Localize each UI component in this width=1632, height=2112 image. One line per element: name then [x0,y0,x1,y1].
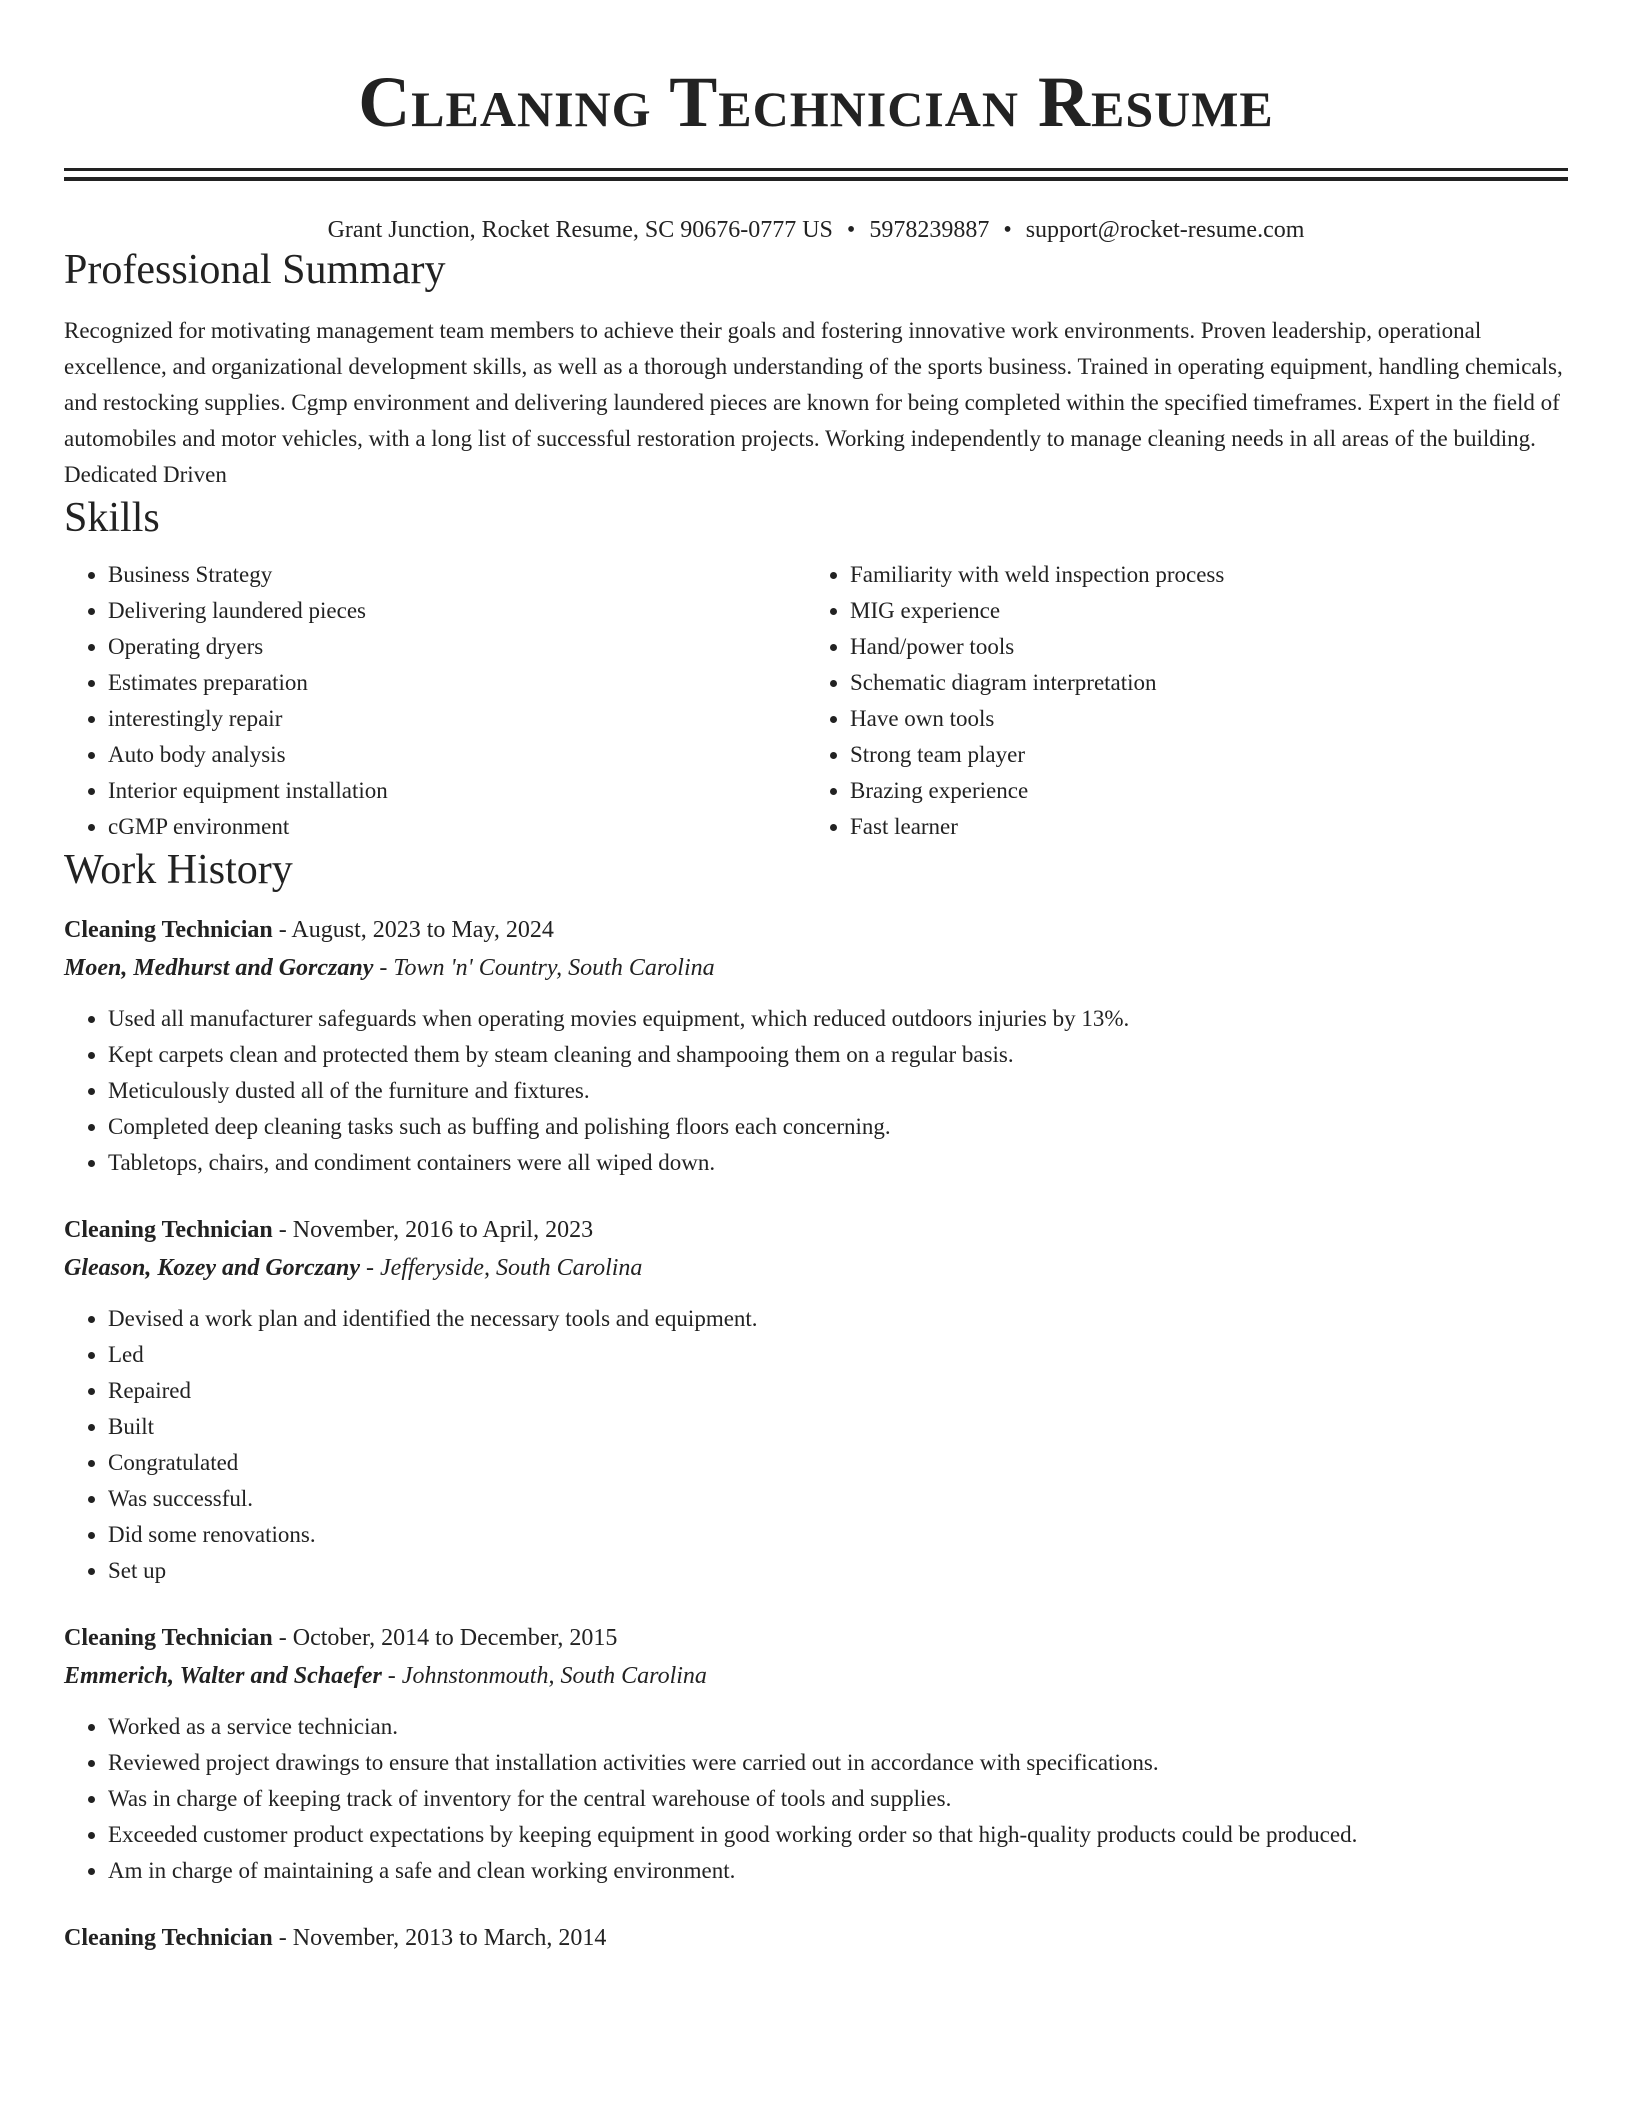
job-title: Cleaning Technician [64,1925,273,1951]
skills-list-right [806,557,1548,845]
job-bullet: • Set up [108,1553,1568,1589]
job-bullet: • Worked as a service technician. [108,1709,1568,1745]
job-header [64,1919,1568,1957]
job-bullets [64,1709,1568,1889]
job-header [64,1211,1568,1249]
job-title: Cleaning Technician [64,1217,273,1243]
job-bullet: • Was in charge of keeping track of inventory for the central warehouse of tools and supplies. [108,1781,1568,1817]
job-bullet: • Reviewed project drawings to ensure that installation activities were carried out in accordance with specifications. [108,1745,1568,1781]
job-header [64,1619,1568,1657]
job-location: Johnstonmouth, South Carolina [401,1663,707,1689]
job-bullet: • Am in charge of maintaining a safe and clean working environment. [108,1853,1568,1889]
skill-item: • Fast learner [850,809,1548,845]
skill-item: • Have own tools [850,701,1548,737]
job-title: Cleaning Technician [64,917,273,943]
skill-item: • Schematic diagram interpretation [850,665,1548,701]
job-bullet: • Completed deep cleaning tasks such as buffing and polishing floors each concerning. [108,1109,1568,1145]
job-location: Jefferyside, South Carolina [380,1255,643,1281]
contact-line [64,215,1568,245]
job-dash: - [278,1925,287,1951]
job-bullet: • Devised a work plan and identified the necessary tools and equipment. [108,1301,1568,1337]
job-company: Emmerich, Walter and Schaefer [64,1663,382,1689]
skill-item: • Familiarity with weld inspection process [850,557,1548,593]
job-company-line [64,1249,1568,1287]
skill-item: • Business Strategy [108,557,806,593]
skill-item: • Strong team player [850,737,1548,773]
skill-item: • Hand/power tools [850,629,1548,665]
skill-item: • MIG experience [850,593,1548,629]
job-entry [64,1919,1568,1957]
job-bullet: • Led [108,1337,1568,1373]
job-company: Gleason, Kozey and Gorczany [64,1255,361,1281]
job-bullet: • Exceeded customer product expectations by keeping equipment in good working order so that high-quality products could be produced. [108,1817,1568,1853]
skill-item: • Interior equipment installation [108,773,806,809]
title-rule-top [64,168,1568,171]
job-bullet: • Built [108,1409,1568,1445]
work-history-heading: Work History [64,847,293,893]
job-bullet: • Repaired [108,1373,1568,1409]
skill-item: • Auto body analysis [108,737,806,773]
job-bullets [64,1301,1568,1589]
title-rule-bottom [64,177,1568,181]
job-bullet: • Used all manufacturer safeguards when operating movies equipment, which reduced outdoors injuries by 13%. [108,1001,1568,1037]
summary-text: Recognized for motivating management team members to achieve their goals and fostering innovative work environments. Proven leadership, operational excellence, and organizational development skills, as well as a thorough understanding of the sports business. Trained in operating equipment, handling chemicals, and restocking supplies. Cgmp environment and delivering laundered pieces are known for being completed within the specified timeframes. Expert in the field of automobiles and motor vehicles, with a long list of successful restoration projects. Working independently to manage cleaning needs in all areas of the building. Dedicated Driven [64,318,1563,487]
job-dates: August, 2023 to May, 2024 [291,917,554,943]
job-dates: October, 2014 to December, 2015 [292,1625,618,1651]
contact-address: Grant Junction, Rocket Resume, SC 90676-0777 US [327,217,833,243]
job-dates: November, 2016 to April, 2023 [292,1217,594,1243]
job-dash: - [379,955,388,981]
skills-list-left [64,557,806,845]
job-entry [64,1619,1568,1889]
job-bullets [64,1001,1568,1181]
skill-item: • Delivering laundered pieces [108,593,806,629]
contact-email: support@rocket-resume.com [1025,217,1305,243]
job-dash: - [366,1255,375,1281]
job-bullet: • Did some renovations. [108,1517,1568,1553]
job-company-line [64,1657,1568,1695]
skill-item: • Brazing experience [850,773,1548,809]
job-entry [64,1211,1568,1589]
job-location: Town 'n' Country, South Carolina [393,955,715,981]
job-dash: - [278,1625,287,1651]
job-bullet: • Was successful. [108,1481,1568,1517]
job-bullet: • Kept carpets clean and protected them by steam cleaning and shampooing them on a regular basis. [108,1037,1568,1073]
contact-separator: • [1003,217,1012,243]
job-company: Moen, Medhurst and Gorczany [64,955,374,981]
job-header [64,911,1568,949]
skills-heading: Skills [64,495,160,541]
job-bullet: • Tabletops, chairs, and condiment containers were all wiped down. [108,1145,1568,1181]
contact-separator: • [846,217,856,243]
resume-title: Cleaning Technician Resume [358,62,1274,142]
resume-page [64,0,1568,1957]
skill-item: • Operating dryers [108,629,806,665]
job-company-line [64,949,1568,987]
summary-heading: Professional Summary [64,247,446,293]
contact-phone: 5978239887 [869,217,990,243]
skill-item: • cGMP environment [108,809,806,845]
job-dash: - [387,1663,396,1689]
job-title: Cleaning Technician [64,1625,273,1651]
job-dash: - [278,1217,287,1243]
skill-item: • Estimates preparation [108,665,806,701]
skills-grid [64,557,1568,845]
job-dates: November, 2013 to March, 2014 [292,1925,607,1951]
job-bullet: • Meticulously dusted all of the furniture and fixtures. [108,1073,1568,1109]
job-dash: - [278,917,287,943]
job-bullet: • Congratulated [108,1445,1568,1481]
job-entry [64,911,1568,1181]
skill-item: • interestingly repair [108,701,806,737]
